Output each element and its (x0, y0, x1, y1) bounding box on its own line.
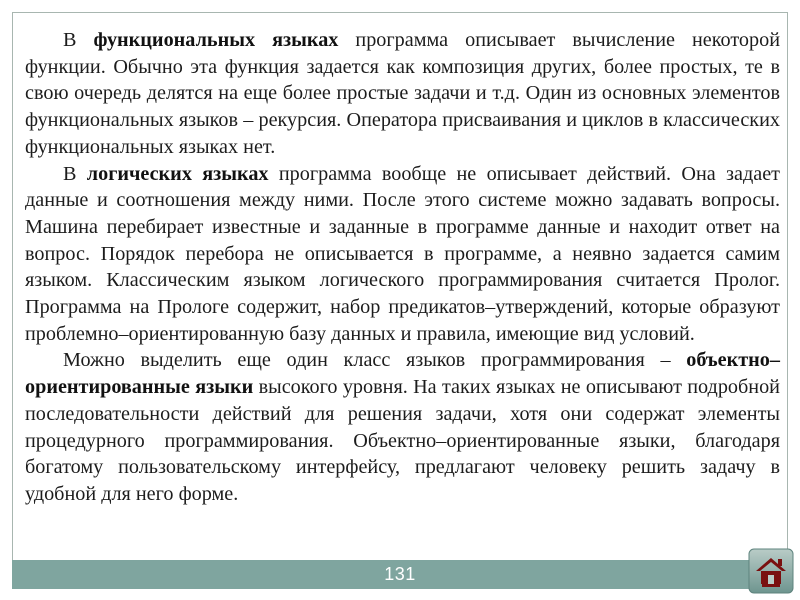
term-functional-languages: функциональных языках (93, 29, 339, 51)
slide-frame (12, 12, 788, 561)
page-number: 131 (384, 564, 416, 584)
footer-bar (12, 560, 788, 589)
paragraph-text: программа вообще не описывает действий. Она задает данные и соотношения между ними. После этого системе можно задавать вопросы. Машина перебирает известные и заданные в программе данные и находит ответ на вопрос. Порядок перебора не описывается в программе, а неявно задается самим языком. Классическим языком логического программирования считается Пролог. Программа на Прологе содержит, набор предикатов–утверждений, которые образуют проблемно–ориентированную базу данных и правила, имеющие вид условий. (25, 162, 781, 345)
paragraph-text: программа описывает вычисление некоторой функции. Обычно эта функция задается как композиция других, более простых, те в свою очередь делятся на еще более простые задачи и т.д. Один из основных элементов функциональных языков – рекурсия. Оператора присваивания и циклов в классических функциональных языках нет. (25, 29, 780, 158)
paragraph-logical-languages (25, 161, 780, 348)
term-logical-languages: логических языках (86, 162, 269, 185)
paragraph-functional-languages (25, 27, 780, 161)
paragraph-text: В (63, 29, 94, 51)
home-button[interactable] (748, 548, 794, 594)
paragraph-text: В (63, 162, 87, 185)
paragraph-text: Можно выделить еще один класс языков программирования – (63, 349, 687, 372)
paragraph-text: высокого уровня. На таких языках не описывают подробной последовательности действий для решения задачи, хотя они содержат элементы процедурного программирования. Объектно–ориентированные языки, благодаря богатому пользовательскому интерфейсу, предлагают человеку решить задачу в удобной для него форме. (25, 376, 780, 505)
text-body (25, 27, 780, 508)
paragraph-oop-languages (25, 347, 780, 507)
home-icon (748, 548, 794, 594)
term-oop-languages: объектно–ориентированные языки (25, 349, 780, 399)
